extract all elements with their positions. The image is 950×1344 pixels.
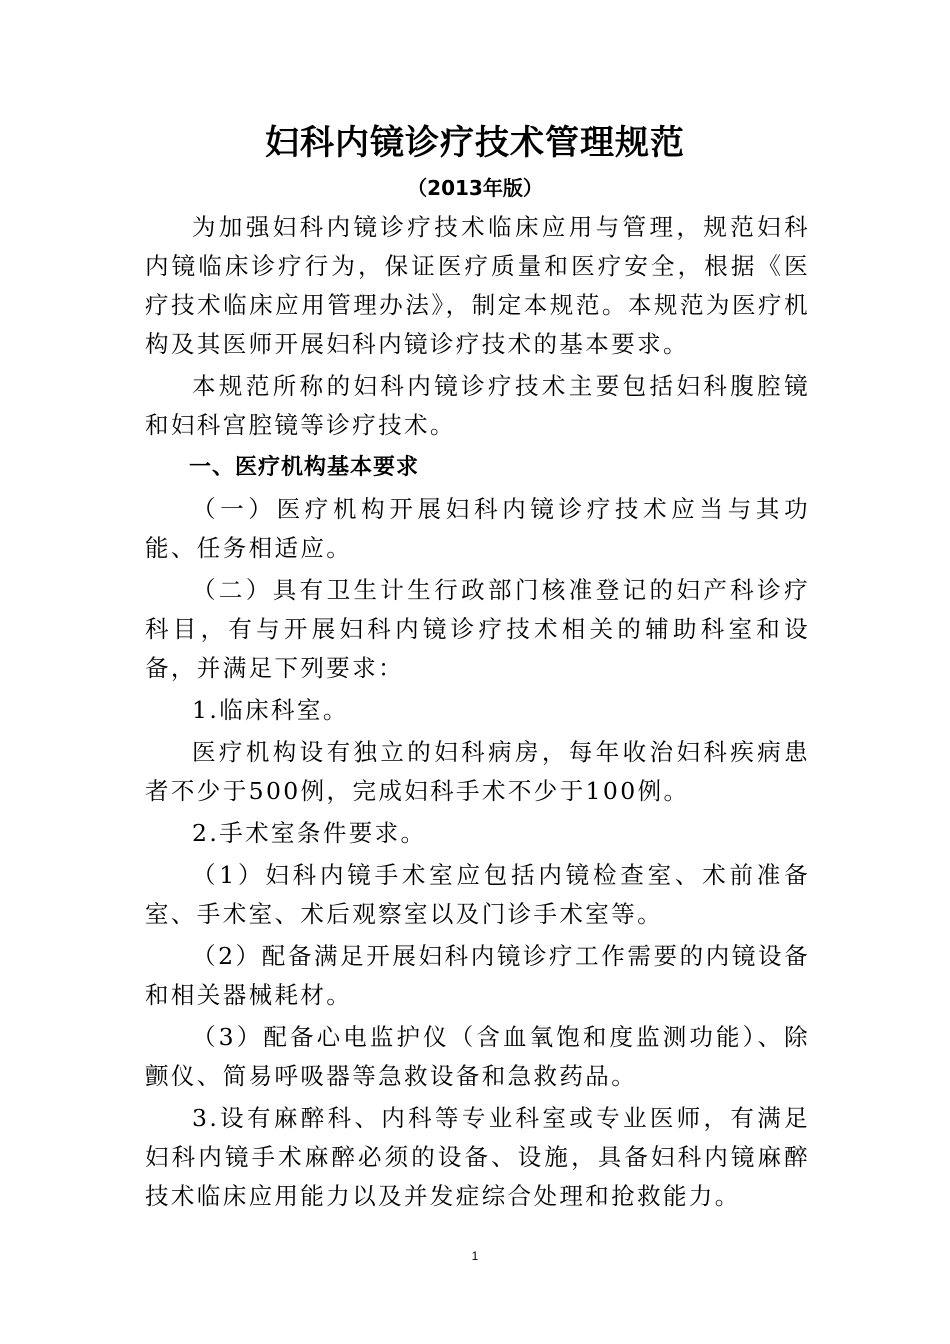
page-number: 1 <box>471 1249 479 1263</box>
document-body <box>145 208 810 1216</box>
paragraph-item: （二）具有卫生计生行政部门核准登记的妇产科诊疗科目，有与开展妇科内镜诊疗技术相关的辅助科室和设备，并满足下列要求： <box>145 576 810 682</box>
paragraph-item: （一）医疗机构开展妇科内镜诊疗技术应当与其功能、任务相适应。 <box>145 495 810 562</box>
paragraph-scope: 本规范所称的妇科内镜诊疗技术主要包括妇科腹腔镜和妇科宫腔镜等诊疗技术。 <box>145 372 810 439</box>
document-title: 妇科内镜诊疗技术管理规范 <box>265 123 685 163</box>
paragraph-subheading: 1.临床科室。 <box>192 696 349 724</box>
section-heading: 一、医疗机构基本要求 <box>189 455 420 480</box>
paragraph-item: （2）配备满足开展妇科内镜诊疗工作需要的内镜设备和相关器械耗材。 <box>145 942 810 1009</box>
paragraph-intro: 为加强妇科内镜诊疗技术临床应用与管理，规范妇科内镜临床诊疗行为，保证医疗质量和医疗安全，根据《医疗技术临床应用管理办法》，制定本规范。本规范为医疗机构及其医师开展妇科内镜诊疗技术的基本要求。 <box>145 213 810 358</box>
document-edition: （2013年版） <box>407 176 543 200</box>
paragraph-item: （3）配备心电监护仪（含血氧饱和度监测功能）、除颤仪、简易呼吸器等急救设备和急救药品。 <box>145 1023 810 1090</box>
paragraph-item: （1）妇科内镜手术室应包括内镜检查室、术前准备室、手术室、术后观察室以及门诊手术室等。 <box>145 861 810 928</box>
paragraph-item: 3.设有麻醉科、内科等专业科室或专业医师，有满足妇科内镜手术麻醉必须的设备、设施，具备妇科内镜麻醉技术临床应用能力以及并发症综合处理和抢救能力。 <box>145 1104 810 1210</box>
paragraph-subheading: 2.手术室条件要求。 <box>192 819 427 847</box>
paragraph-item: 医疗机构设有独立的妇科病房，每年收治妇科疾病患者不少于500例，完成妇科手术不少于100例。 <box>145 738 810 805</box>
